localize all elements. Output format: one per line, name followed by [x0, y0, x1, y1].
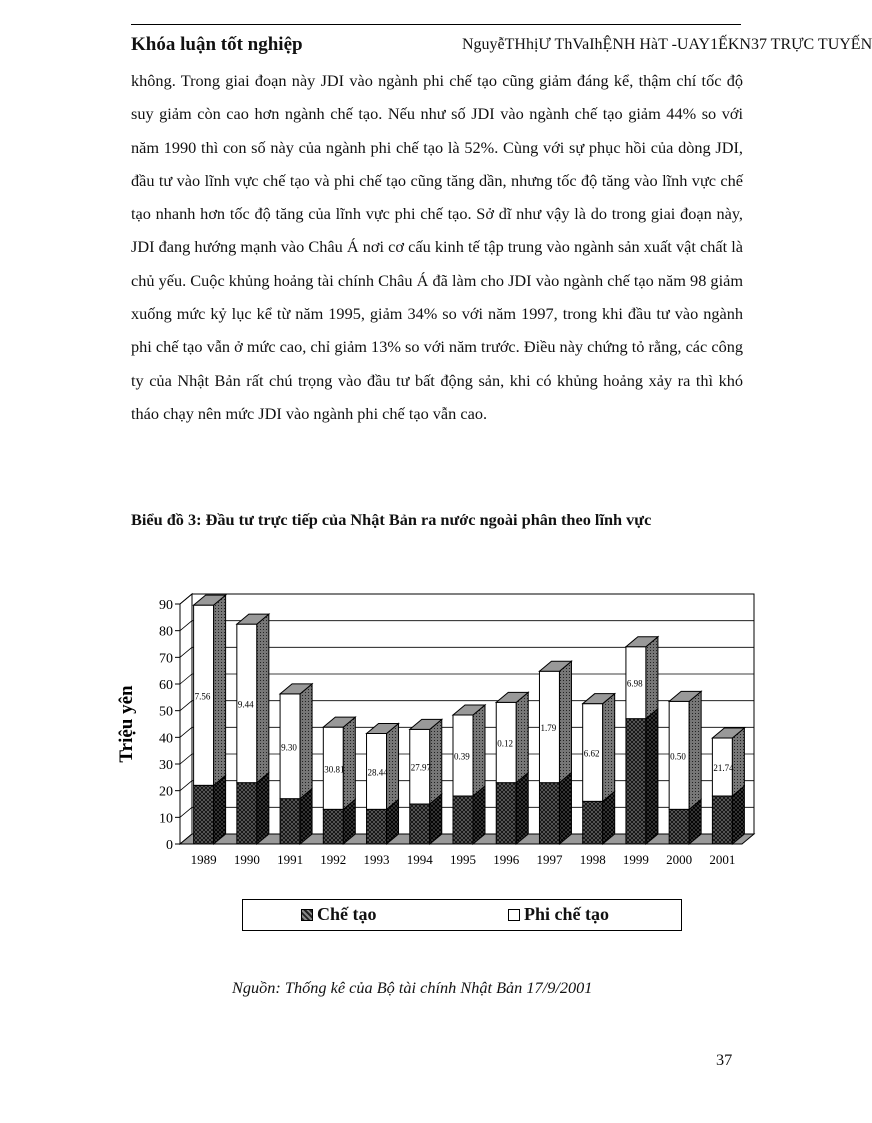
data-label: 0.50	[670, 751, 686, 762]
stacked-bar-chart	[110, 572, 770, 882]
x-tick-label: 2001	[709, 852, 736, 867]
y-tick-label: 60	[159, 678, 173, 693]
bar-manufacturing	[453, 796, 473, 844]
page-number: 37	[716, 1050, 733, 1069]
bar-manufacturing	[237, 783, 257, 844]
y-tick-label: 90	[159, 598, 173, 613]
y-tick-label: 40	[159, 731, 173, 747]
bar-manufacturing	[669, 809, 689, 844]
header-thesis-title: Khóa luận tốt nghiệp	[131, 34, 303, 55]
legend-item-manufacturing	[301, 904, 377, 925]
data-label: 21.74	[713, 763, 734, 774]
bar-manufacturing	[280, 799, 300, 844]
x-tick-label: 1999	[622, 852, 649, 867]
chart-legend	[242, 899, 682, 931]
legend-swatch-hatched	[301, 909, 313, 921]
bar-non-manufacturing-side	[732, 728, 744, 796]
bar-non-manufacturing-side	[559, 661, 571, 782]
x-tick-label: 1997	[536, 852, 563, 867]
side-wall	[180, 594, 192, 844]
y-tick-label: 20	[159, 784, 173, 800]
x-tick-label: 1998	[579, 852, 606, 867]
bar-non-manufacturing-side	[343, 717, 355, 809]
bar-manufacturing-side	[559, 773, 571, 844]
bar-manufacturing	[323, 809, 343, 844]
bar-manufacturing	[712, 796, 732, 844]
bar-non-manufacturing-side	[646, 637, 658, 719]
y-tick-label: 50	[159, 704, 173, 720]
x-tick-label: 1991	[277, 852, 304, 867]
data-label: 30.81	[324, 764, 345, 775]
y-tick-label: 0	[166, 838, 173, 853]
bar-manufacturing-side	[214, 775, 226, 844]
header-author-overlap: NguyễTHhịƯ ThVaIhỆNH HàT -UAY1ẾKN37 TRỰC TUYẾN	[462, 36, 872, 53]
bar-manufacturing	[626, 719, 646, 844]
y-tick-label: 10	[159, 811, 173, 827]
legend-swatch-white	[508, 909, 520, 921]
legend-item-non-manufacturing	[508, 904, 609, 925]
data-label: 1.79	[540, 722, 557, 733]
body-paragraph	[131, 64, 743, 430]
bar-non-manufacturing-side	[387, 723, 399, 809]
bar-non-manufacturing-side	[300, 684, 312, 799]
data-label: 27.97	[410, 762, 432, 773]
figure-caption: Biểu đồ 3: Đầu tư trực tiếp của Nhật Bản ra nước ngoài phân theo lĩnh vực	[131, 510, 652, 529]
bar-non-manufacturing-side	[603, 694, 615, 802]
bar-non-manufacturing-side	[214, 595, 226, 785]
data-label: 6.98	[626, 678, 643, 689]
y-tick-label: 80	[159, 624, 173, 640]
bar-manufacturing-side	[257, 773, 269, 844]
data-label: 28.44	[367, 767, 388, 778]
x-tick-label: 1993	[363, 852, 390, 867]
bar-non-manufacturing-side	[257, 614, 269, 783]
data-label: 6.62	[583, 748, 600, 759]
bar-manufacturing	[194, 785, 214, 844]
x-tick-label: 1994	[406, 852, 433, 867]
bar-non-manufacturing-side	[516, 692, 528, 782]
y-tick-label: 30	[159, 758, 173, 773]
paragraph-text: không. Trong giai đoạn này JDI vào ngành phi chế tạo cũng giảm đáng kể, thậm chí tốc độ suy giảm còn cao hơn ngành chế tạo. Nếu như số JDI vào ngành chế tạo giảm 44% so với năm 1990 thì con số này của ngành phi chế tạo là 52%. Cùng với sự phục hồi của dòng JDI, đầu tư vào lĩnh vực chế tạo và phi chế tạo cũng tăng dần, nhưng tốc độ tăng vào lĩnh vực chế tạo nhanh hơn tốc độ tăng của lĩnh vực phi chế tạo. Sở dĩ như vậy là do trong giai đoạn này, JDI đang hướng mạnh vào Châu Á nơi cơ cấu kinh tế tập trung vào ngành sản xuất vật chất là chủ yếu. Cuộc khủng hoảng tài chính Châu Á đã làm cho JDI vào ngành chế tạo năm 98 giảm xuống mức kỷ lục kể từ năm 1995, giảm 34% so với năm 1997, trong khi đầu tư vào ngành phi chế tạo vẫn ở mức cao, chỉ giảm 13% so với năm trước. Điều này chứng tỏ rằng, các công ty của Nhật Bản rất chú trọng vào đầu tư bất động sản, khi có khủng hoảng xảy ra thì khó tháo chạy nên mức JDI vào ngành phi chế tạo vẫn cao.	[131, 71, 743, 423]
bar-manufacturing	[539, 783, 559, 844]
x-tick-label: 1989	[190, 852, 217, 867]
x-tick-label: 1996	[493, 852, 520, 867]
x-tick-label: 2000	[666, 852, 693, 867]
x-tick-label: 1995	[450, 852, 476, 867]
x-tick-label: 1990	[233, 852, 260, 867]
legend-label-non-manufacturing: Phi chế tạo	[524, 904, 609, 924]
y-tick-label: 70	[159, 651, 173, 667]
bar-manufacturing	[583, 801, 603, 844]
data-label: 7.56	[194, 691, 211, 702]
figure-source: Nguồn: Thống kê của Bộ tài chính Nhật Bản 17/9/2001	[232, 978, 593, 997]
y-axis-label: Triệu yên	[116, 685, 137, 763]
data-label: 0.12	[497, 738, 513, 749]
data-label: 0.39	[454, 751, 470, 762]
bar-manufacturing	[496, 783, 516, 844]
bar-manufacturing	[410, 804, 430, 844]
header-rule	[131, 24, 741, 25]
bar-non-manufacturing-side	[430, 719, 442, 804]
bar-manufacturing	[367, 809, 387, 844]
legend-label-manufacturing: Chế tạo	[317, 904, 377, 924]
bar-manufacturing-side	[646, 709, 658, 844]
x-tick-label: 1992	[320, 852, 347, 867]
data-label: 9.44	[237, 699, 254, 710]
data-label: 9.30	[281, 742, 297, 753]
bar-manufacturing-side	[516, 773, 528, 844]
bar-non-manufacturing-side	[689, 691, 701, 809]
bar-non-manufacturing-side	[473, 705, 485, 796]
chart-svg	[110, 572, 770, 882]
